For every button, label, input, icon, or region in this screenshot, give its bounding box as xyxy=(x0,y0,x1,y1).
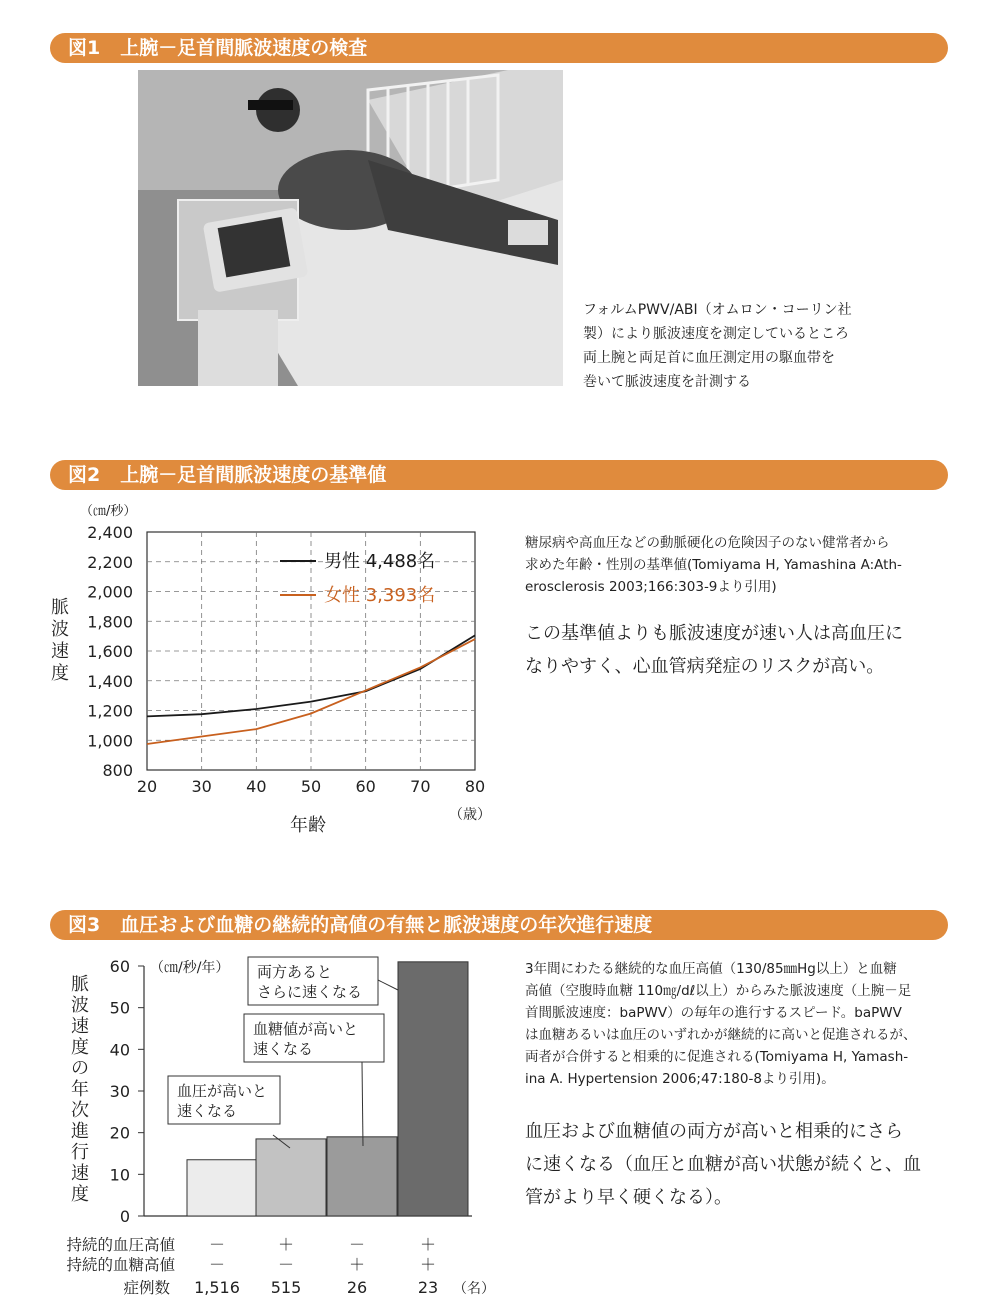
caption-line: 両上腕と両足首に血圧測定用の駆血帯を xyxy=(583,350,835,366)
y-unit-label: （㎝/秒） xyxy=(80,504,137,519)
fig1-photo xyxy=(138,70,563,386)
legend-label: 男性 4,488名 xyxy=(324,551,436,572)
note-line: は血糖あるいは血圧のいずれかが継続的に高いと促進されるが、 xyxy=(525,1027,917,1043)
bp-mark: ＋ xyxy=(419,1235,437,1254)
caption-line: 巻いて脈波速度を計測する xyxy=(583,374,751,390)
y-axis-label-char: 度 xyxy=(71,1037,89,1058)
y-tick-label: 1,400 xyxy=(87,671,133,691)
x-unit-label: （歳） xyxy=(449,807,491,823)
fig2-number: 図2 xyxy=(68,464,101,486)
y-tick-label: 1,800 xyxy=(87,612,133,632)
bs-mark: ＋ xyxy=(348,1255,366,1274)
annotation-leader xyxy=(362,1062,363,1146)
note-line: 首間脈波速度：baPWV）の毎年の進行するスピード。baPWV xyxy=(525,1005,902,1021)
y-tick-label: 0 xyxy=(119,1207,130,1226)
annotation-text: 速くなる xyxy=(253,1040,314,1058)
legend-label: 女性 3,393名 xyxy=(324,585,436,606)
y-tick-label: 1,000 xyxy=(87,731,133,751)
conclusion-line: この基準値よりも脈波速度が速い人は高血圧に xyxy=(525,623,903,644)
fig1-number: 図1 xyxy=(68,37,101,59)
y-tick-label: 60 xyxy=(109,957,130,976)
bs-mark: ＋ xyxy=(419,1255,437,1274)
x-tick-label: 20 xyxy=(136,777,158,796)
conclusion-line: に速くなる（血圧と血糖が高い状態が続くと、血 xyxy=(525,1154,921,1175)
x-axis-label: 年齢 xyxy=(290,815,326,836)
fig1-title: 上腕－足首間脈波速度の検査 xyxy=(120,37,368,59)
row-label: 症例数 xyxy=(123,1279,170,1297)
bar xyxy=(187,1160,257,1216)
y-axis-label-char: 速 xyxy=(71,1163,89,1184)
y-tick-label: 50 xyxy=(109,998,130,1018)
case-count: 515 xyxy=(270,1278,302,1297)
count-unit: （名） xyxy=(453,1281,495,1297)
fig3-header xyxy=(50,910,948,940)
x-tick-label: 80 xyxy=(464,777,486,796)
note-line: 求めた年齢・性別の基準値(Tomiyama H, Yamashina A:Ath- xyxy=(525,557,902,573)
bar xyxy=(256,1139,326,1216)
caption-line: フォルムPWV/ABI（オムロン・コーリン社 xyxy=(583,302,852,318)
note-line: 糖尿病や高血圧などの動脈硬化の危険因子のない健常者から xyxy=(525,535,890,551)
y-tick-label: 20 xyxy=(109,1123,130,1143)
fig3-number: 図3 xyxy=(68,914,101,936)
y-axis-label-char: 脈 xyxy=(51,597,69,618)
bp-mark: － xyxy=(348,1235,366,1254)
x-tick-label: 40 xyxy=(246,777,267,796)
x-tick-label: 50 xyxy=(300,777,322,796)
y-axis-label-char: 度 xyxy=(51,663,69,684)
x-tick-label: 70 xyxy=(410,777,431,796)
note-line: 両者が合併すると相乗的に促進される(Tomiyama H, Yamash- xyxy=(525,1049,909,1065)
annotation-text: さらに速くなる xyxy=(257,983,363,1001)
fig3-title: 血圧および血糖の継続的高値の有無と脈波速度の年次進行速度 xyxy=(120,914,653,936)
case-count: 23 xyxy=(417,1278,439,1297)
y-tick-label: 10 xyxy=(109,1165,130,1185)
row-label: 持続的血糖高値 xyxy=(66,1256,175,1274)
fig1-photo-drawing xyxy=(138,70,563,386)
annotation-text: 速くなる xyxy=(177,1102,238,1120)
conclusion-line: 血圧および血糖値の両方が高いと相乗的にさら xyxy=(525,1121,903,1142)
y-axis-label-char: 脈 xyxy=(71,974,89,995)
note-line: 3年間にわたる継続的な血圧高値（130/85㎜Hg以上）と血糖 xyxy=(525,961,897,977)
caption-line: 製）により脈波速度を測定しているところ xyxy=(583,326,849,342)
bar xyxy=(327,1137,397,1216)
fig2-conclusion xyxy=(525,617,903,683)
y-tick-label: 800 xyxy=(102,761,133,780)
fig3-bar-chart xyxy=(40,950,510,1305)
y-axis-label-char: 進 xyxy=(71,1121,89,1142)
y-tick-label: 2,000 xyxy=(87,582,133,602)
y-tick-label: 30 xyxy=(109,1082,130,1101)
y-axis-label-char: 波 xyxy=(71,995,89,1016)
y-axis-label-char: の xyxy=(71,1058,89,1079)
fig1-header xyxy=(50,33,948,63)
conclusion-line: 管がより早く硬くなる）。 xyxy=(525,1187,732,1208)
annotation-text: 血圧が高いと xyxy=(177,1082,268,1100)
fig2-line-chart xyxy=(40,495,500,845)
fig1-caption xyxy=(583,298,852,394)
y-axis-label-char: 度 xyxy=(71,1184,89,1205)
fig2-note xyxy=(525,532,902,598)
y-tick-label: 40 xyxy=(109,1040,130,1060)
annotation-text: 両方あると xyxy=(257,963,333,981)
annotation-text: 血糖値が高いと xyxy=(253,1020,359,1038)
case-count: 26 xyxy=(346,1278,368,1297)
x-tick-label: 30 xyxy=(191,777,212,796)
bp-mark: ＋ xyxy=(277,1235,295,1254)
fig3-note xyxy=(525,958,917,1090)
x-tick-label: 60 xyxy=(355,777,376,796)
fig2-header xyxy=(50,460,948,490)
bp-mark: － xyxy=(208,1235,226,1254)
y-tick-label: 2,400 xyxy=(87,523,133,542)
conclusion-line: なりやすく、心血管病発症のリスクが高い。 xyxy=(525,656,885,677)
row-label: 持続的血圧高値 xyxy=(66,1236,175,1254)
note-line: ina A. Hypertension 2006;47:180-8より引用)。 xyxy=(525,1071,835,1087)
y-tick-label: 1,600 xyxy=(87,642,133,661)
fig2-title: 上腕－足首間脈波速度の基準値 xyxy=(120,464,387,486)
y-axis-label-char: 速 xyxy=(51,641,69,662)
annotation-leader xyxy=(378,980,398,990)
bar xyxy=(398,962,468,1216)
y-axis-label-char: 年 xyxy=(71,1079,89,1100)
y-tick-label: 1,200 xyxy=(87,701,133,721)
case-count: 1,516 xyxy=(194,1278,240,1297)
note-line: 高値（空腹時血糖 110㎎/dℓ以上）からみた脈波速度（上腕－足 xyxy=(525,983,912,999)
bs-mark: － xyxy=(208,1255,226,1274)
y-axis-label-char: 速 xyxy=(71,1016,89,1037)
bs-mark: － xyxy=(277,1255,295,1274)
y-axis-label-char: 行 xyxy=(71,1142,89,1163)
y-tick-label: 2,200 xyxy=(87,552,133,572)
y-axis-label-char: 次 xyxy=(71,1100,89,1121)
note-line: erosclerosis 2003;166:303-9より引用) xyxy=(525,579,777,595)
fig3-conclusion xyxy=(525,1115,921,1214)
y-axis-label-char: 波 xyxy=(51,619,69,640)
y-unit-label: （㎝/秒/年） xyxy=(150,960,230,976)
